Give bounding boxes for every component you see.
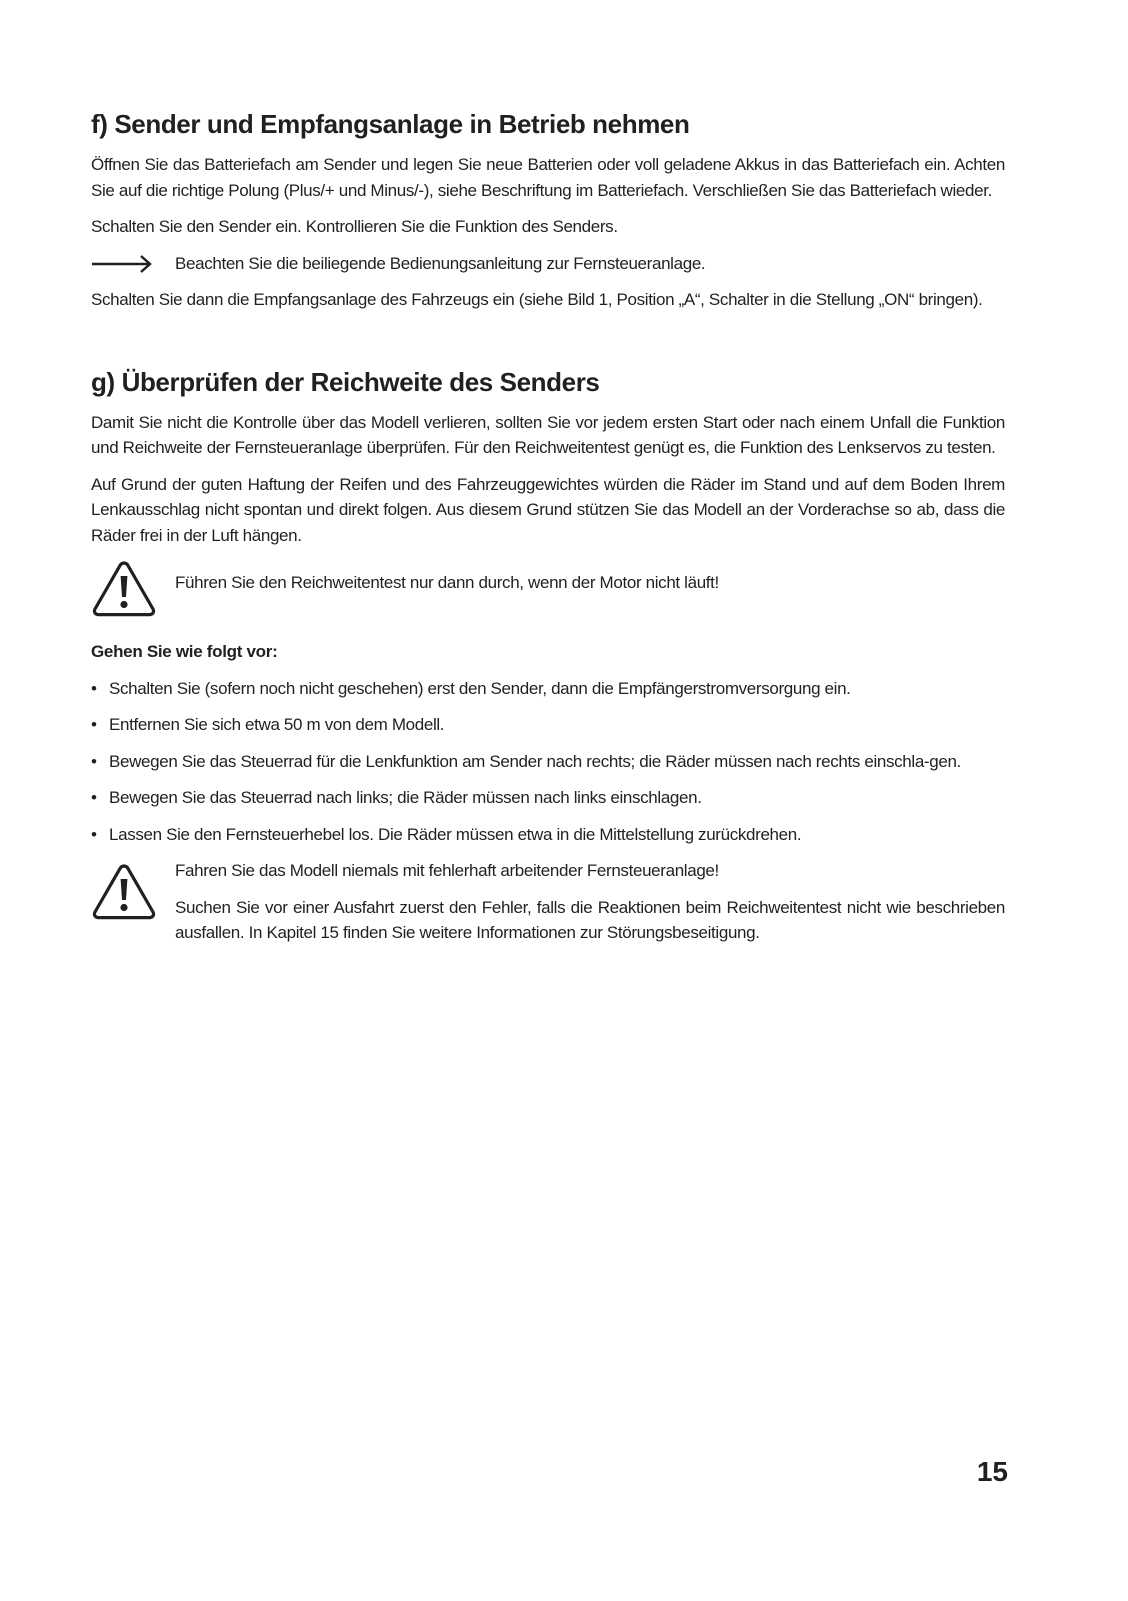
warning-fault-text-2: Suchen Sie vor einer Ausfahrt zuerst den Fehler, falls die Reaktionen beim Reichweitentest nicht wie beschrieben ausfallen. In Kapitel 15 finden Sie weitere Informationen zur Störungsbeseitigung. [175,897,1005,942]
section-f-paragraph-2: Schalten Sie den Sender ein. Kontrollieren Sie die Funktion des Senders. [91,217,618,236]
section-f-paragraph-3: Schalten Sie dann die Empfangsanlage des Fahrzeugs ein (siehe Bild 1, Position „A“, Schalter in die Stellung „ON“ bringen). [91,290,983,309]
section-divider-space [91,324,1005,366]
page-number: 15 [976,1456,1008,1487]
section-g-paragraph-1: Damit Sie nicht die Kontrolle über das Modell verlieren, sollten Sie vor jedem ersten Start oder nach einem Unfall die Funktion und Reichweite der Fernsteueranlage überprüfen. Für den Reichweitentest genügt es, die Funktion des Lenkservos zu testen. [91,412,1005,457]
procedure-list [91,676,1005,848]
list-item: • Schalten Sie (sofern noch nicht geschehen) erst den Sender, dann die Empfängerstromversorgung ein. [91,678,851,698]
section-f-note [91,251,1005,277]
warning-triangle-icon [91,559,175,617]
warning-triangle-icon [91,858,175,920]
list-item: • Lassen Sie den Fernsteuerhebel los. Die Räder müssen etwa in die Mittelstellung zurückdrehen. [91,824,802,844]
warning-box-fault [91,858,1005,946]
warning-box-motor [91,559,1005,617]
list-item: • Bewegen Sie das Steuerrad nach links; die Räder müssen nach links einschlagen. [91,788,702,807]
section-f-note-text: Beachten Sie die beiliegende Bedienungsanleitung zur Fernsteueranlage. [175,253,706,273]
list-item: • Entfernen Sie sich etwa 50 m von dem Modell. [91,715,445,734]
section-g-paragraph-2: Auf Grund der guten Haftung der Reifen und des Fahrzeuggewichtes würden die Räder im Stand und auf dem Boden Ihrem Lenkausschlag nicht spontan und direkt folgen. Aus diesem Grund stützen Sie das Modell an der Vorderachse so ab, dass die Räder frei in der Luft hängen. [91,474,1005,545]
warning-motor-text: Führen Sie den Reichweitentest nur dann durch, wenn der Motor nicht läuft! [175,573,719,592]
procedure-subheading: Gehen Sie wie folgt vor: [91,642,278,661]
arrow-right-icon [91,251,175,275]
warning-fault-text-1: Fahren Sie das Modell niemals mit fehlerhaft arbeitender Fernsteueranlage! [175,861,719,880]
section-g-title: g) Überprüfen der Reichweite des Senders [91,366,600,397]
list-item: • Bewegen Sie das Steuerrad für die Lenkfunktion am Sender nach rechts; die Räder müssen nach rechts einschla-gen. [91,751,961,771]
section-f-paragraph-1: Öffnen Sie das Batteriefach am Sender und legen Sie neue Batterien oder voll geladene Akkus in das Batteriefach ein. Achten Sie auf die richtige Polung (Plus/+ und Minus/-), siehe Beschriftung im Batteriefach. Verschließen Sie das Batteriefach wieder. [91,155,1005,200]
document-page [91,108,1005,957]
section-f-title: f) Sender und Empfangsanlage in Betrieb nehmen [91,109,690,139]
